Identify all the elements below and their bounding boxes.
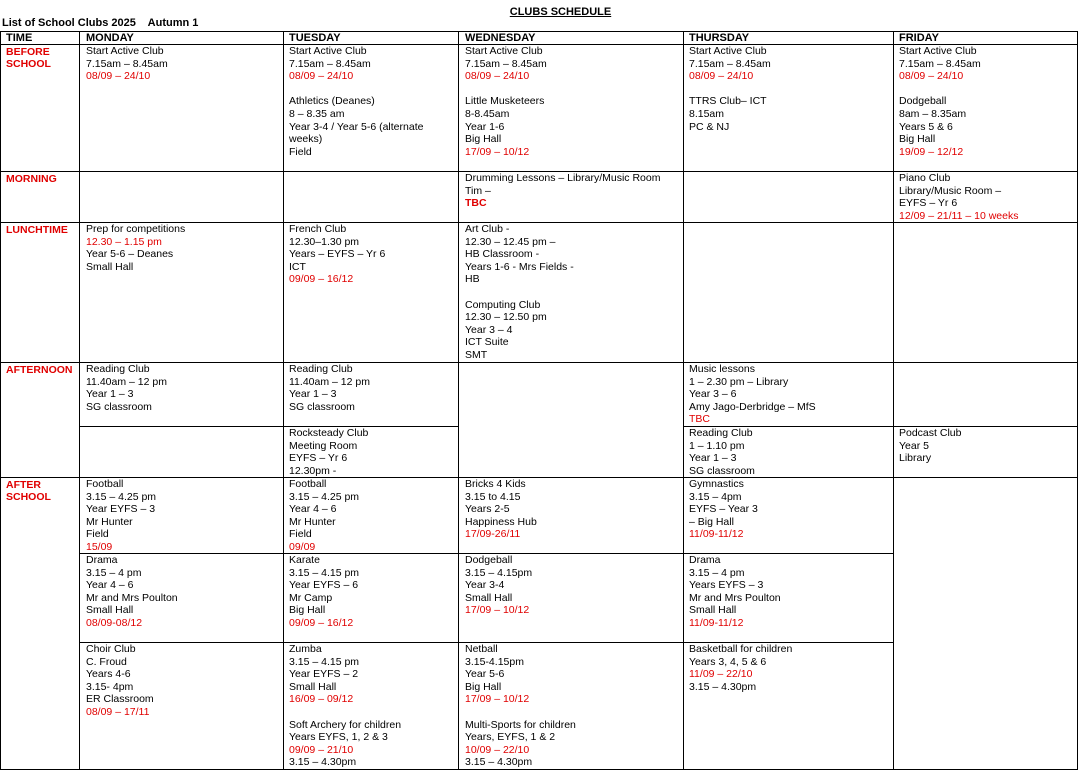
column-divider [79,31,80,770]
table-border-bottom [0,769,1078,770]
cell-morning-friday [899,172,1018,222]
column-divider [458,31,459,770]
cell-afternoon2-friday [899,427,961,465]
cell-line: 3.15 – 4.15 pm [289,566,360,579]
cell-line [689,83,771,96]
cell-line: Year 3 – 6 [689,388,737,401]
cell-line: Bricks 4 Kids [465,478,526,490]
cell-line: Years 3, 4, 5 & 6 [689,655,767,668]
cell-after-school3-thursday [689,643,792,693]
cell-line: 11/09 – 22/10 [689,668,753,681]
cell-afternoon-thursday [689,363,816,426]
cell-line: Music lessons [689,363,755,375]
cell-line: Big Hall [465,680,502,693]
row-divider [80,426,458,427]
cell-line: 3.15 – 4.30pm [465,756,533,769]
cell-line: Mr Hunter [289,515,336,528]
cell-line: Year 4 – 6 [289,503,337,516]
cell-after-school1-wednesday [465,478,537,541]
cell-line: Reading Club [689,427,753,439]
column-divider [683,31,684,770]
cell-before-school-monday [86,45,168,83]
cell-after-school1-tuesday [289,478,359,554]
cell-lunchtime-wednesday [465,223,574,362]
document-subtitle: List of School Clubs 2025 Autumn 1 [2,17,199,29]
header-friday: FRIDAY [899,32,939,44]
cell-line: Year 5-6 [465,668,505,681]
cell-line: Small Hall [289,680,337,693]
cell-line: 08/09 – 24/10 [689,70,754,83]
cell-line: Years – EYFS – Yr 6 [289,248,386,261]
cell-line: 12.30pm - [289,464,337,477]
table-border-left [0,31,1,770]
cell-line: Year 3-4 / Year 5-6 (alternate [289,120,424,133]
cell-line: Library [899,452,932,465]
cell-line: 11.40am – 12 pm [86,375,167,388]
cell-line: 17/09 – 10/12 [465,604,530,617]
cell-line: Podcast Club [899,427,962,439]
cell-after-school3-monday [86,643,154,719]
cell-after-school2-thursday [689,554,781,630]
cell-line: HB Classroom - [465,248,540,261]
cell-after-school2-wednesday [465,554,532,617]
cell-line [289,706,401,719]
cell-line: 8.15am [689,107,725,120]
cell-line: Mr and Mrs Poulton [689,591,781,604]
cell-line: Start Active Club [465,45,543,57]
cell-line [899,83,981,96]
cell-line: EYFS – Yr 6 [899,197,958,210]
cell-line: Meeting Room [289,439,358,452]
cell-line: 17/09 – 10/12 [465,693,530,706]
cell-line: Year 5 [899,439,929,452]
cell-line: Drama [689,554,721,566]
cell-line: TBC [689,413,710,426]
cell-line: Netball [465,643,498,655]
cell-line: Dodgeball [465,554,513,566]
cell-line: weeks) [289,133,323,146]
cell-line: 7.15am – 8.45am [689,57,771,70]
table-border-right [1077,31,1078,770]
cell-line: Field [86,528,109,541]
cell-line: Years 2-5 [465,503,510,516]
cell-line: Big Hall [465,133,502,146]
cell-line: 7.15am – 8.45am [289,57,371,70]
cell-line: 3.15 – 4 pm [86,566,142,579]
cell-line: 17/09-26/11 [465,528,521,541]
cell-line: 19/09 – 12/12 [899,145,964,158]
cell-line: Year 3 – 4 [465,323,513,336]
cell-line: Year EYFS – 2 [289,668,359,681]
cell-line: 3.15 – 4.30pm [689,680,757,693]
cell-line: Small Hall [86,260,134,273]
cell-line: Football [86,478,124,490]
cell-line: 08/09 – 17/11 [86,705,150,718]
cell-line: Football [289,478,327,490]
cell-line: SG classroom [86,400,152,413]
cell-afternoon-tuesday [289,363,370,413]
cell-line: Amy Jago-Derbridge – MfS [689,400,816,413]
cell-line: 3.15 – 4.15pm [465,566,533,579]
cell-line: Mr Camp [289,591,333,604]
cell-line: Mr Hunter [86,515,133,528]
cell-line: PC & NJ [689,120,730,133]
cell-line: Year EYFS – 3 [86,503,156,516]
cell-line: Start Active Club [899,45,977,57]
header-tuesday: TUESDAY [289,32,341,44]
cell-afternoon2-tuesday [289,427,368,477]
cell-line [289,83,423,96]
header-time: TIME [6,32,33,44]
header-thursday: THURSDAY [689,32,750,44]
cell-line: Mr and Mrs Poulton [86,591,178,604]
cell-line: 09/09 – 16/12 [289,616,354,629]
cell-line: Soft Archery for children [289,718,402,731]
cell-line: French Club [289,223,347,235]
cell-line: Little Musketeers [465,95,545,108]
cell-before-school-thursday [689,45,771,133]
cell-line: 3.15 – 4.15 pm [289,655,360,668]
cell-line: Choir Club [86,643,136,655]
cell-line: Library/Music Room – [899,184,1002,197]
cell-line: 12.30–1.30 pm [289,235,360,248]
time-after-school: AFTER SCHOOL [6,479,51,503]
cell-line: 09/09 [289,540,316,553]
cell-line: Small Hall [86,604,134,617]
cell-after-school2-tuesday [289,554,359,630]
cell-line: Gymnastics [689,478,744,490]
cell-line: Years 5 & 6 [899,120,953,133]
cell-line: 15/09 [86,540,113,553]
cell-line: 3.15 – 4pm [689,490,742,503]
cell-line: 3.15 – 4.25 pm [86,490,157,503]
cell-line: Year 4 – 6 [86,579,134,592]
cell-line: EYFS – Yr 6 [289,452,348,465]
cell-line: 08/09-08/12 [86,616,143,629]
cell-line: Start Active Club [689,45,767,57]
cell-line: 8 – 8.35 am [289,107,345,120]
cell-lunchtime-tuesday [289,223,385,286]
cell-after-school3-tuesday [289,643,401,769]
cell-line: Drumming Lessons – Library/Music Room [465,172,661,184]
cell-line: Tim – [465,184,491,197]
cell-line: 08/09 – 24/10 [465,70,530,83]
cell-line: C. Froud [86,655,127,668]
time-afternoon: AFTERNOON [6,364,73,376]
cell-line: 7.15am – 8.45am [86,57,168,70]
cell-line: 11.40am – 12 pm [289,375,370,388]
cell-line: Athletics (Deanes) [289,95,375,108]
cell-before-school-friday [899,45,981,158]
cell-afternoon-monday [86,363,167,413]
cell-line: Years 1-6 - Mrs Fields - [465,260,574,273]
cell-line: 7.15am – 8.45am [899,57,981,70]
cell-line: SMT [465,348,488,361]
cell-line: 7.15am – 8.45am [465,57,547,70]
cell-line: Years EYFS – 3 [689,579,764,592]
cell-lunchtime-monday [86,223,185,273]
cell-line: Prep for competitions [86,223,186,235]
cell-line: Rocksteady Club [289,427,369,439]
cell-after-school1-monday [86,478,156,554]
column-divider [283,31,284,770]
cell-line: HB [465,273,480,286]
cell-line: 16/09 – 09/12 [289,693,354,706]
cell-line: 3.15 to 4.15 [465,490,521,503]
cell-line: Zumba [289,643,322,655]
cell-line: TBC [465,197,487,210]
row-divider [0,477,1078,478]
cell-morning-wednesday [465,172,660,210]
cell-line: Drama [86,554,118,566]
cell-line: 12/09 – 21/11 – 10 weeks [899,209,1019,222]
cell-before-school-wednesday [465,45,547,158]
time-morning: MORNING [6,173,57,185]
header-monday: MONDAY [86,32,134,44]
cell-line: 12.30 – 12.50 pm [465,311,547,324]
cell-line: ICT [289,260,306,273]
cell-line: Multi-Sports for children [465,718,576,731]
cell-line: Karate [289,554,320,566]
cell-line: Reading Club [289,363,353,375]
cell-line: 3.15 – 4.25 pm [289,490,360,503]
cell-line: Big Hall [289,604,326,617]
cell-line: Years 4-6 [86,668,131,681]
cell-line: Small Hall [689,604,737,617]
cell-after-school3-wednesday [465,643,576,769]
cell-line: Year 3-4 [465,579,505,592]
cell-line: 3.15 – 4.30pm [289,756,357,769]
cell-before-school-tuesday [289,45,423,158]
cell-line: Years, EYFS, 1 & 2 [465,731,556,744]
cell-line: Piano Club [899,172,951,184]
cell-line: 08/09 – 24/10 [289,70,354,83]
cell-line: Field [289,528,312,541]
cell-line [465,83,547,96]
cell-line: 1 – 1.10 pm [689,439,745,452]
cell-line: EYFS – Year 3 [689,503,758,516]
time-lunchtime: LUNCHTIME [6,224,68,236]
time-before-school: BEFORE SCHOOL [6,46,51,70]
cell-line: 1 – 2.30 pm – Library [689,375,789,388]
cell-line: 8-8.45am [465,107,510,120]
cell-after-school1-thursday [689,478,758,541]
cell-line: Years EYFS, 1, 2 & 3 [289,731,388,744]
page-title: CLUBS SCHEDULE [509,6,612,18]
cell-line: – Big Hall [689,515,734,528]
cell-line: Year 1 – 3 [689,452,737,465]
cell-line: Year 1 – 3 [86,388,134,401]
cell-line: 09/09 – 16/12 [289,273,354,286]
cell-line: Year 1-6 [465,120,505,133]
cell-line: 08/09 – 24/10 [86,70,151,83]
cell-line: 3.15- 4pm [86,680,134,693]
cell-line: 11/09-11/12 [689,616,744,629]
cell-line: SG classroom [689,464,755,477]
cell-line: 3.15 – 4 pm [689,566,745,579]
cell-line: 11/09-11/12 [689,528,744,541]
cell-line: 17/09 – 10/12 [465,145,530,158]
cell-line: TTRS Club– ICT [689,95,767,108]
cell-line: Year EYFS – 6 [289,579,359,592]
cell-line: 12.30 – 1.15 pm [86,235,162,248]
cell-line: Year 1 – 3 [289,388,337,401]
cell-line: Big Hall [899,133,936,146]
header-wednesday: WEDNESDAY [465,32,536,44]
cell-line [465,706,576,719]
cell-line: Basketball for children [689,643,793,655]
cell-line: Happiness Hub [465,515,537,528]
cell-line: Computing Club [465,298,541,311]
cell-line: Field [289,145,312,158]
column-divider [893,31,894,770]
cell-line: 10/09 – 22/10 [465,743,530,756]
cell-line: Start Active Club [289,45,367,57]
cell-after-school2-monday [86,554,178,630]
cell-afternoon2-thursday [689,427,755,477]
cell-line: ICT Suite [465,336,509,349]
cell-line: Year 5-6 – Deanes [86,248,174,261]
cell-line: Reading Club [86,363,150,375]
cell-line: 09/09 – 21/10 [289,743,354,756]
cell-line [465,286,574,299]
cell-line: Small Hall [465,591,513,604]
cell-line: SG classroom [289,400,355,413]
cell-line: ER Classroom [86,693,154,706]
cell-line: 8am – 8.35am [899,107,967,120]
cell-line: 3.15-4.15pm [465,655,524,668]
cell-line: 08/09 – 24/10 [899,70,964,83]
cell-line: Dodgeball [899,95,947,108]
cell-line: Start Active Club [86,45,164,57]
cell-line: Art Club - [465,223,510,235]
cell-line: 12.30 – 12.45 pm – [465,235,556,248]
